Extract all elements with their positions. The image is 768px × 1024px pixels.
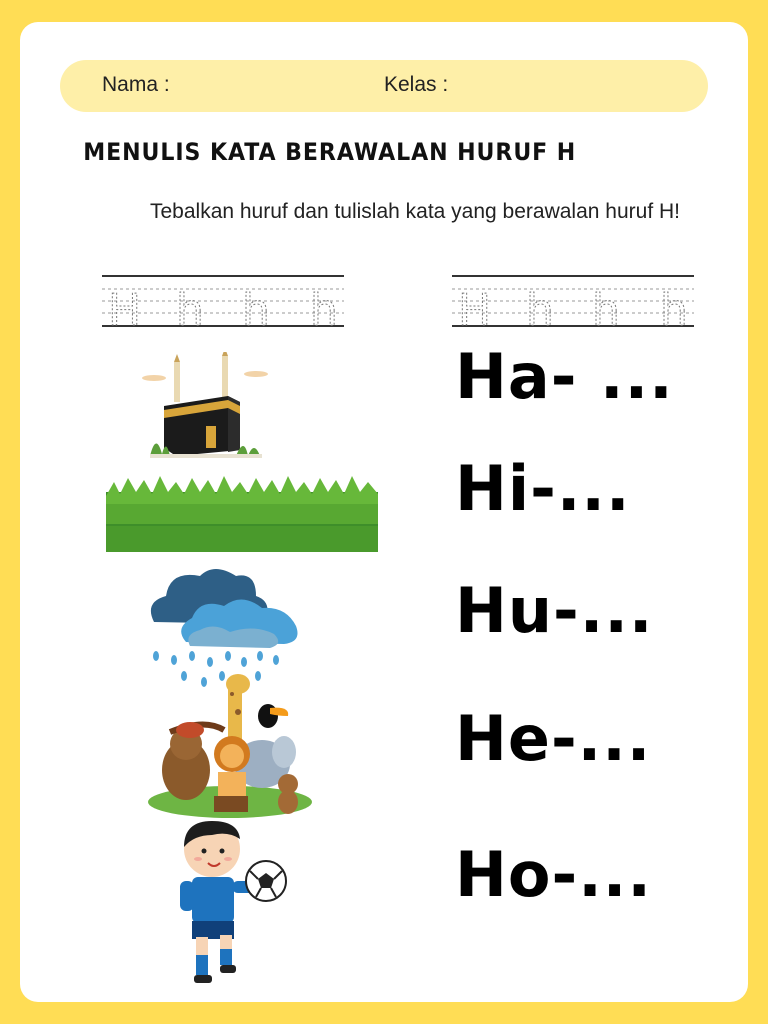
trace-letter: h [526,285,554,327]
instruction-text: Tebalkan huruf dan tulislah kata yang berawalan huruf H! [149,200,680,223]
kaaba-picture [136,352,271,466]
syllable-ha: Ha- ... [455,340,674,413]
boy-with-ball-picture [170,817,290,991]
tracing-row-right [452,275,694,327]
animals-picture [144,672,314,826]
trace-letter: h [176,285,204,327]
trace-letter: h [592,285,620,327]
grass-picture [106,474,378,556]
trace-letter: h [660,285,688,327]
syllable-ho: Ho-... [455,838,652,911]
syllable-hi: Hi-... [455,452,631,525]
class-label: Kelas : [384,73,449,96]
worksheet-title [49,138,719,166]
name-label: Nama : [102,73,170,96]
trace-letter: h [310,285,338,327]
trace-letter: H [108,285,142,327]
syllable-hu: Hu-... [455,574,654,647]
trace-letter: h [242,285,270,327]
worksheet-card [20,22,748,1002]
trace-letter: H [458,285,492,327]
syllable-he: He-... [455,702,652,775]
tracing-row-left [102,275,344,327]
worksheet-title-text: MENULIS KATA BERAWALAN HURUF H [83,138,577,166]
name-class-bar [60,60,708,112]
